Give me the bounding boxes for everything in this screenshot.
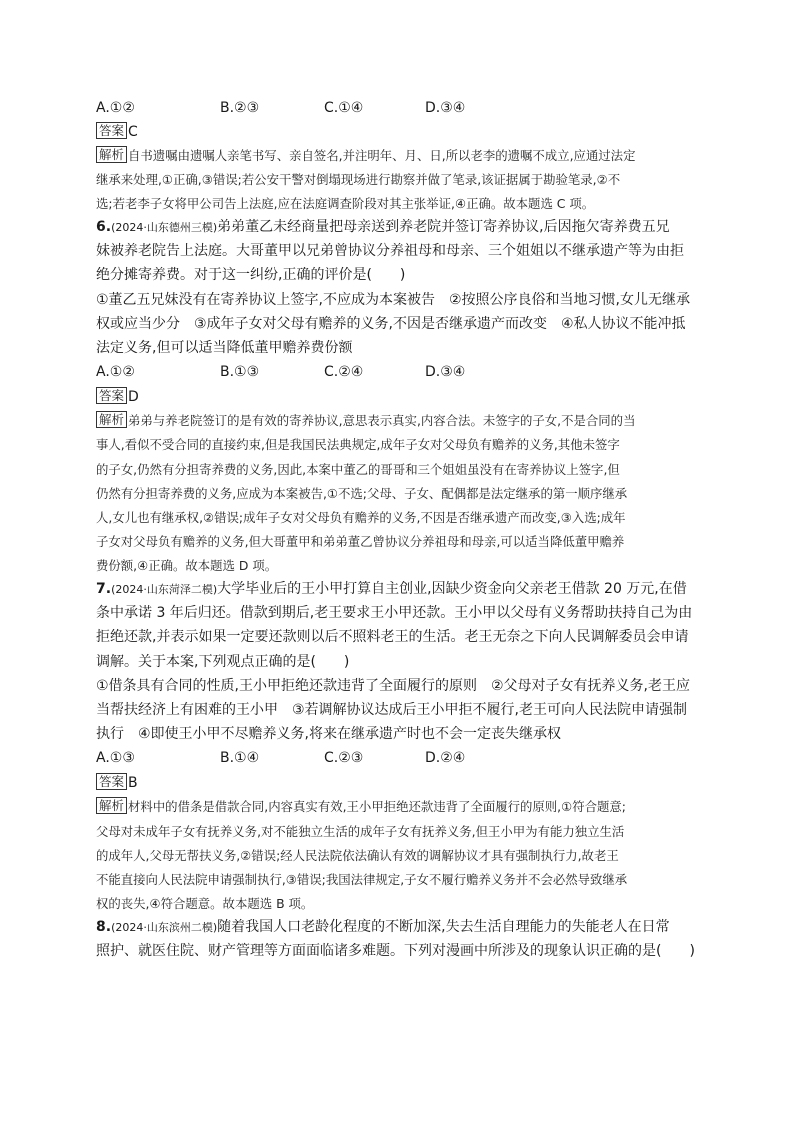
- q6-explain-line-3: 的子女,仍然有分担寄养费的义务,因此,本案中董乙的哥哥和三个姐姐虽没有在寄养协议上签字,但: [96, 462, 620, 477]
- answer-tag: 答案: [96, 387, 127, 404]
- q7-source: (2024·山东菏泽二模): [111, 583, 218, 596]
- q6-stem-line-3: 绝分摊寄养费。对于这一纠纷,正确的评价是( ): [96, 267, 406, 283]
- q6-options: [96, 363, 465, 382]
- q7-explain-line-5: 权的丧失,④符合题意。故本题选 B 项。: [96, 896, 314, 911]
- q5-explain-line-3: 选;若老李子女将甲公司告上法庭,应在法庭调查阶段对其主张举证,④正确。故本题选 C 项。: [96, 196, 595, 211]
- q7-stem-line-1: 7.(2024·山东菏泽二模)大学毕业后的王小甲打算自主创业,因缺少资金向父亲老王借款 20 万元,在借: [96, 581, 687, 597]
- q8-source: (2024·山东滨州二模): [111, 921, 218, 934]
- q6-explain-line-7: 费份额,④正确。故本题选 D 项。: [96, 558, 278, 573]
- q7-statement-line-2: 当帮扶经济上有困难的王小甲 ③若调解协议达成后王小甲拒不履行,老王可向人民法院申请强制: [96, 702, 687, 718]
- q7-stem-line-2: 条中承诺 3 年后归还。借款到期后,老王要求王小甲还款。王小甲以父母有义务帮助扶持自己为由: [96, 605, 693, 621]
- q7-explain-line-2: 父母对未成年子女有抚养义务,对不能独立生活的成年子女有抚养义务,但王小甲为有能力独立生活: [96, 824, 625, 839]
- q7-stem-line-3: 拒绝还款,并表示如果一定要还款则以后不照料老王的生活。老王无奈之下向人民调解委员会申请: [96, 629, 689, 645]
- q6-statement-line-1: ①董乙五兄妹没有在寄养协议上签字,不应成为本案被告 ②按照公序良俗和当地习惯,女儿无继承: [96, 292, 690, 308]
- q6-explain-line-2: 事人,看似不受合同的直接约束,但是我国民法典规定,成年子女对父母负有赡养的义务,其他未签字: [96, 437, 620, 452]
- q6-option-c: C.②④: [324, 364, 364, 380]
- q6-stem-line-1: 6.(2024·山东德州三模)弟弟董乙未经商量把母亲送到养老院并签订寄养协议,后因拖欠寄养费五兄: [96, 219, 670, 235]
- q7-options: [96, 749, 465, 768]
- q6-option-d: D.③④: [425, 364, 466, 380]
- q8-number: 8.: [96, 919, 112, 935]
- q6-explain-line-1: 解析 弟弟与养老院签订的是有效的寄养协议,意思表示真实,内容合法。未签字的子女,不是合同的当: [96, 411, 635, 430]
- q6-explain-line-4: 仍然有分担寄养费的义务,应成为本案被告,①不选;父母、子女、配偶都是法定继承的第一顺序继承: [96, 486, 628, 501]
- q7-option-d: D.②④: [425, 750, 466, 766]
- explain-tag: 解析: [96, 797, 127, 814]
- q5-option-a: A.①②: [96, 100, 135, 116]
- q7-explain-line-3: 的成年人,父母无帮扶义务,②错误;经人民法院依法确认有效的调解协议才具有强制执行力,故老王: [96, 848, 619, 863]
- q6-number: 6.: [96, 219, 112, 235]
- q7-answer: [96, 773, 138, 793]
- q6-statement-line-3: 法定义务,但可以适当降低董甲赡养费份额: [96, 340, 353, 356]
- q5-option-b: B.②③: [220, 100, 260, 116]
- q6-option-a: A.①②: [96, 364, 135, 380]
- q7-statement-line-1: ①借条具有合同的性质,王小甲拒绝还款违背了全面履行的原则 ②父母对子女有抚养义务,老王应: [96, 678, 690, 694]
- explain-tag: 解析: [96, 411, 127, 428]
- q7-explain-line-1: 解析 材料中的借条是借款合同,内容真实有效,王小甲拒绝还款违背了全面履行的原则,①符合题意;: [96, 797, 626, 816]
- q6-answer: [96, 387, 139, 407]
- q6-source: (2024·山东德州三模): [111, 221, 218, 234]
- q5-options: [96, 99, 465, 118]
- q7-option-a: A.①③: [96, 750, 135, 766]
- q6-stem-line-2: 妹被养老院告上法庭。大哥董甲以兄弟曾协议分养祖母和母亲、三个姐姐以不继承遗产等为由拒: [96, 243, 684, 259]
- q7-stem-line-4: 调解。关于本案,下列观点正确的是( ): [96, 654, 350, 670]
- q7-explain-line-4: 不能直接向人民法院申请强制执行,③错误;我国法律规定,子女不履行赡养义务并不会必然导致继承: [96, 872, 628, 887]
- answer-tag: 答案: [96, 122, 127, 139]
- q7-number: 7.: [96, 581, 112, 597]
- q5-option-c: C.①④: [324, 100, 364, 116]
- q5-explain-line-2: 继承来处理,①正确,③错误;若公安干警对倒塌现场进行勘察并做了笔录,该证据属于勘验笔录,②不: [96, 172, 621, 187]
- q5-option-d: D.③④: [425, 100, 466, 116]
- q7-statement-line-3: 执行 ④即使王小甲不尽赡养义务,将来在继承遗产时也不会一定丧失继承权: [96, 726, 561, 742]
- q6-explain-line-5: 人,女儿也有继承权,②错误;成年子女对父母负有赡养的义务,不因是否继承遗产而改变,③入选;成年: [96, 510, 626, 525]
- explain-tag: 解析: [96, 146, 127, 163]
- q5-explain-line-1: 解析 自书遗嘱由遗嘱人亲笔书写、亲自签名,并注明年、月、日,所以老李的遗嘱不成立,应通过法定: [96, 146, 635, 165]
- q6-statement-line-2: 权或应当少分 ③成年子女对父母有赡养的义务,不因是否继承遗产而改变 ④私人协议不能冲抵: [96, 316, 686, 332]
- q7-option-c: C.②③: [324, 750, 364, 766]
- q8-stem-line-1: 8.(2024·山东滨州二模)随着我国人口老龄化程度的不断加深,失去生活自理能力的失能老人在日常: [96, 919, 670, 935]
- q6-option-b: B.①③: [220, 364, 260, 380]
- q8-stem-line-2: 照护、就医住院、财产管理等方面面临诸多难题。下列对漫画中所涉及的现象认识正确的是( ): [96, 943, 695, 959]
- q7-answer-value: B: [128, 775, 138, 791]
- q6-answer-value: D: [128, 389, 139, 405]
- q5-answer-value: C: [128, 124, 138, 140]
- q7-option-b: B.①④: [220, 750, 260, 766]
- answer-tag: 答案: [96, 773, 127, 790]
- q6-explain-line-6: 子女对父母负有赡养的义务,但大哥董甲和弟弟董乙曾协议分养祖母和母亲,可以适当降低董甲赡养: [96, 534, 625, 549]
- q5-answer: [96, 122, 138, 142]
